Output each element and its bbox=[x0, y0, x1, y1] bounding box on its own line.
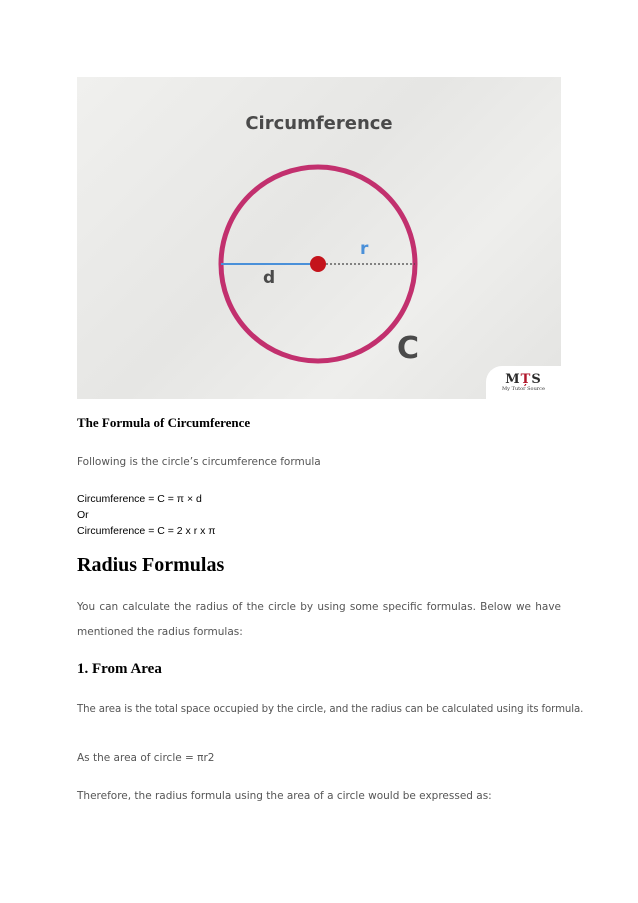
center-point bbox=[310, 256, 326, 272]
circumference-label: C bbox=[397, 331, 420, 366]
radius-label: r bbox=[360, 239, 369, 259]
therefore-line: Therefore, the radius formula using the area of a circle would be expressed as: bbox=[77, 790, 492, 802]
diameter-label: d bbox=[263, 268, 276, 288]
brand-logo bbox=[486, 366, 561, 399]
location-pin-icon: Ț bbox=[520, 372, 532, 387]
formula-line-2: Circumference = C = 2 x r x π bbox=[77, 525, 216, 537]
logo-tagline: My Tutor Source bbox=[502, 386, 545, 392]
radius-para-line2: mentioned the radius formulas: bbox=[77, 626, 243, 638]
area-formula-line: As the area of circle = πr2 bbox=[77, 752, 215, 764]
diagram-title: Circumference bbox=[245, 113, 393, 134]
logo-mark: MȚS bbox=[505, 372, 542, 387]
area-value: πr2 bbox=[197, 752, 215, 764]
circumference-intro: Following is the circle’s circumference formula bbox=[77, 456, 321, 468]
circumference-diagram bbox=[77, 77, 561, 399]
formula-or: Or bbox=[77, 509, 89, 521]
area-para: The area is the total space occupied by the circle, and the radius can be calculated using its formula. bbox=[77, 704, 584, 715]
section-heading-circumference: The Formula of Circumference bbox=[77, 415, 251, 430]
section-heading-radius: Radius Formulas bbox=[77, 554, 225, 576]
formula-line-1: Circumference = C = π × d bbox=[77, 493, 202, 505]
section-heading-from-area: 1. From Area bbox=[77, 661, 162, 677]
radius-para-line1: You can calculate the radius of the circle by using some specific formulas. Below we have bbox=[77, 601, 561, 613]
